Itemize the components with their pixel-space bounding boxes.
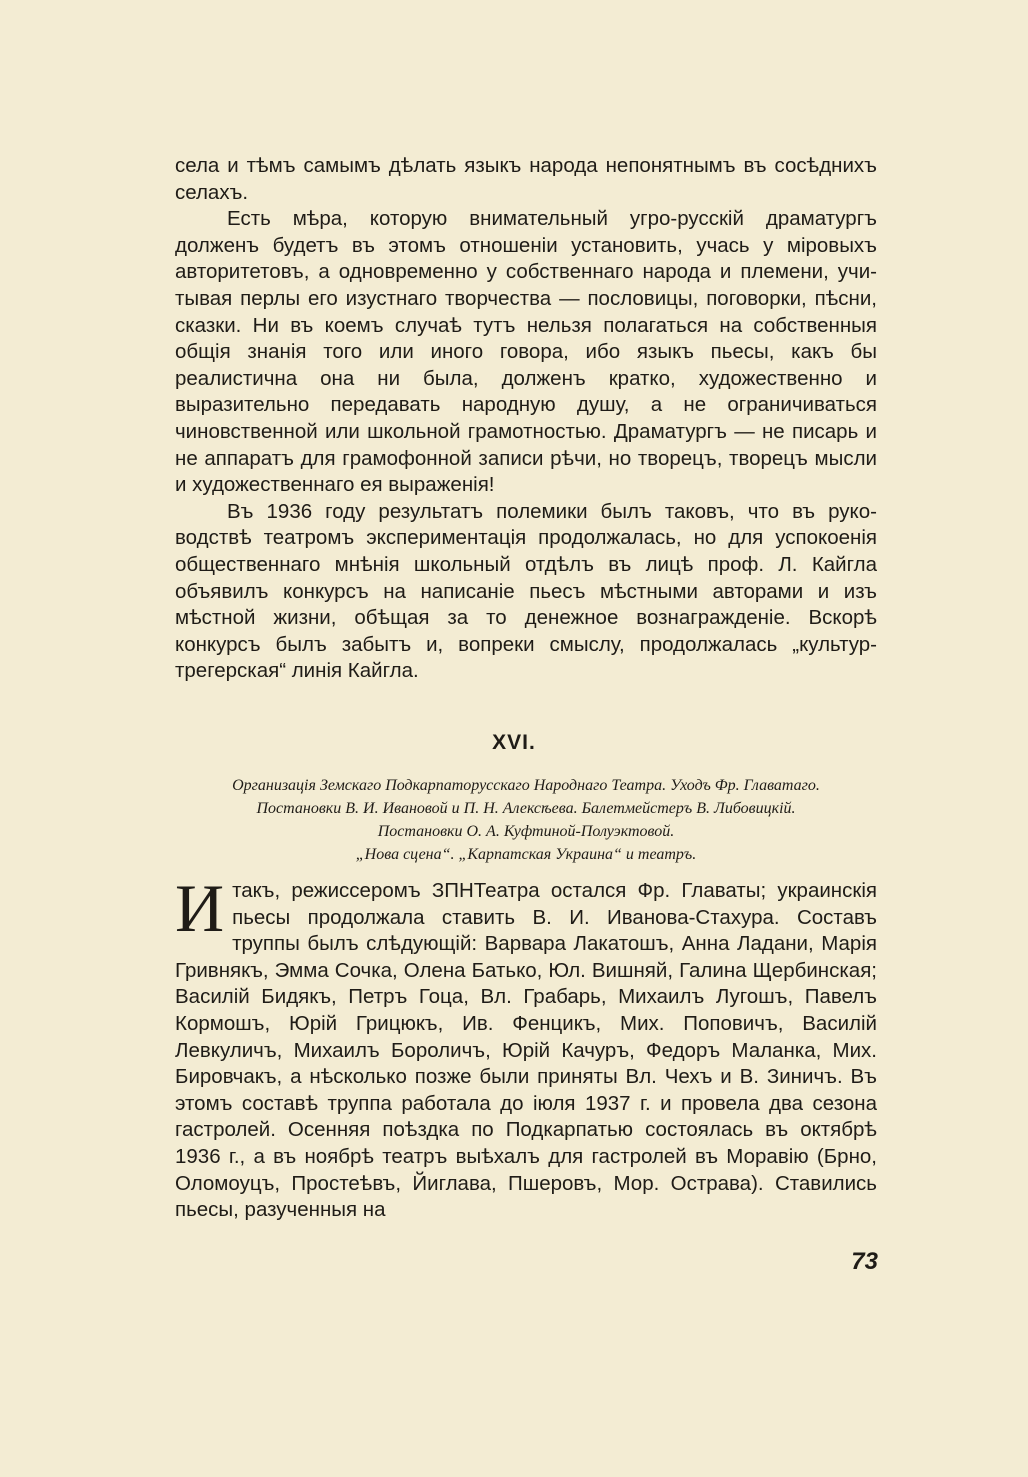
- paragraph-4-text: такъ, режиссеромъ ЗПНТеатра остался Фр. Главаты; украинскія пьесы продолжала ставить В. И. Иванова-Стахура. Составъ труппы былъ слѣдующій: Варвара Лакатошъ, Анна Ладани, Марія Гривнякъ, Эмма Сочка, Олена Батько, Юл. Вишняй, Галина Щербинская; Василій Бидякъ, Петръ Гоца, Вл. Грабарь, Михаилъ Лугошъ, Павелъ Кормошъ, Юрій Грицюкъ, Ив. Фенцикъ, Мих. Поповичъ, Василій Левкуличъ, Михаилъ Бороличъ, Юрій Качуръ, Федоръ Маланка, Мих. Бировчакъ, а нѣсколько позже были приняты Вл. Чехъ и В. Зиничъ. Въ этомъ составѣ труппа работала до іюля 1937 г. и провела два сезона гастролей. Осенняя поѣздка по Подкарпатью состоялась въ октябрѣ 1936 г., а въ ноябрѣ театръ выѣхалъ для гастролей въ Моравію (Брно, Оломоуцъ, Простеѣвъ, Йиглава, Пшеровъ, Мор. Острава). Ставились пьесы, разученныя на: [175, 879, 877, 1222]
- text-block-top: [175, 153, 877, 685]
- summary-line-2: Постановки В. И. Ивановой и П. Н. Алексѣева. Балетмейстеръ В. Либовицкій.: [256, 800, 796, 817]
- summary-line-3: Постановки О. А. Куфтиной-Полуэктовой.: [377, 823, 675, 840]
- paragraph-4: [175, 870, 877, 1224]
- chapter-summary: [172, 774, 880, 866]
- paragraph-2: Есть мѣра, которую внимательный угро-русскій драматургъ долженъ будетъ въ этомъ отношеніи установить, учась у міровыхъ авторитетовъ, а одновременно у собственнаго народа и племени, учитывая перлы его изустнаго творчества — пословицы, поговорки, пѣсни, сказки. Ни въ коемъ случаѣ тутъ нельзя полагаться на собственныя общія знанія того или иного говора, ибо языкъ пьесы, какъ бы реалистична она ни была, долженъ кратко, художественно и выразительно передавать народную душу, а не ограничиваться чиновственной или школьной грамотностью. Драматургъ — не писарь и не аппаратъ для грамофонной записи рѣчи, но творецъ, творецъ мысли и художественнаго ея выраженія!: [175, 207, 877, 497]
- chapter-number: XVI.: [492, 731, 536, 754]
- summary-line-1: Организація Земскаго Подкарпаторусскаго Народнаго Театра. Уходъ Фр. Главатаго.: [232, 777, 820, 794]
- summary-line-4: „Нова сцена“. „Карпатская Украина“ и театръ.: [355, 846, 697, 863]
- drop-cap: И: [175, 870, 225, 946]
- page-number: 73: [851, 1248, 878, 1275]
- text-block-chapter: [175, 870, 877, 1224]
- paragraph-1: села и тѣмъ самымъ дѣлать языкъ народа непонятнымъ въ сосѣднихъ селахъ.: [175, 154, 877, 204]
- paragraph-3: Въ 1936 году результатъ полемики былъ таковъ, что въ руководствѣ театромъ экспериментація продолжалась, но для успокоенія общественнаго мнѣнія школьный отдѣлъ въ лицѣ проф. Л. Кайгла объявилъ конкурсъ на написаніе пьесъ мѣстными авторами и изъ мѣстной жизни, обѣщая за то денежное вознагражденіе. Вскорѣ конкурсъ былъ забытъ и, вопреки смыслу, продолжалась „культуртрегерская“ линія Кайгла.: [175, 499, 877, 683]
